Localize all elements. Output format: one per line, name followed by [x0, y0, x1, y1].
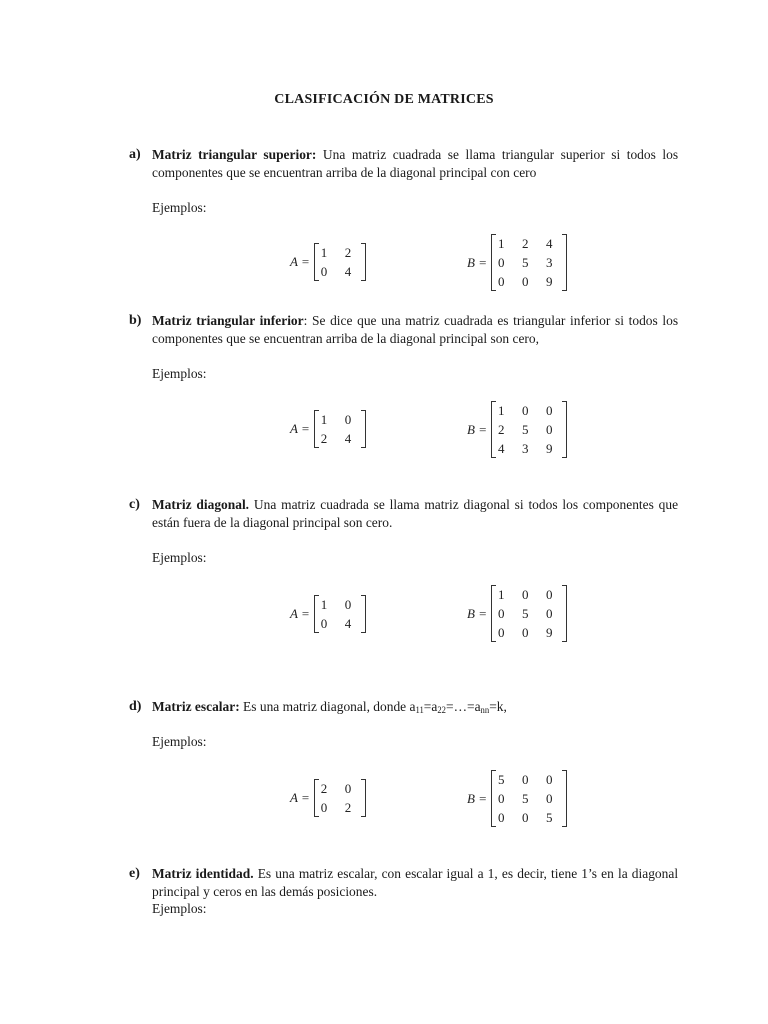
subscript: nn: [480, 705, 490, 715]
ejemplos-label: Ejemplos:: [152, 551, 207, 566]
matrix-cell: 4: [344, 431, 352, 446]
matrix-cell: 9: [545, 274, 553, 289]
matrix-cell: 1: [320, 597, 328, 612]
matrix-b: [467, 234, 567, 291]
matrix-cell: 0: [545, 791, 553, 806]
matrix-cell: 2: [344, 800, 352, 815]
subscript: 22: [437, 705, 446, 715]
section-letter: e): [129, 866, 140, 881]
matrix-cell: 5: [521, 422, 529, 437]
matrix-cell: 5: [545, 810, 553, 825]
matrix-cell: 4: [497, 441, 505, 456]
matrix-cell: 0: [497, 810, 505, 825]
matrix-name: B =: [467, 790, 487, 806]
matrix-cell: 5: [521, 606, 529, 621]
ejemplos-label: Ejemplos:: [152, 735, 207, 750]
matrix-cell: 4: [344, 616, 352, 631]
matrix-name: A =: [290, 254, 310, 269]
section-text: Una matriz cuadrada se llama matriz diagonal si todos los componentes que están fuera de la diagonal principal son cero.: [152, 498, 679, 531]
matrix-cell: 2: [497, 422, 505, 437]
section-paragraph: [152, 147, 678, 182]
matrix-cell: 0: [521, 274, 529, 289]
matrix-a: [290, 595, 366, 633]
section-text: =a: [423, 700, 438, 715]
matrix-cell: 0: [545, 587, 553, 602]
section-text: =…=a: [445, 700, 481, 715]
section-term: Matriz triangular inferior: [152, 314, 304, 329]
matrix-name: A =: [290, 421, 310, 436]
section-paragraph: [152, 699, 678, 720]
matrix-cell: 0: [545, 422, 553, 437]
matrix-cell: 0: [545, 403, 553, 418]
matrix-b: [467, 770, 567, 827]
section-letter: a): [129, 147, 141, 162]
matrix-cell: 5: [497, 772, 505, 787]
matrix-body: [491, 770, 567, 827]
section-text: =k,: [489, 700, 507, 715]
matrix-cell: 0: [521, 810, 529, 825]
matrix-cell: 9: [545, 441, 553, 456]
matrix-cell: 2: [320, 431, 328, 446]
matrix-cell: 0: [497, 606, 505, 621]
matrix-cell: 0: [521, 772, 529, 787]
ejemplos-label: Ejemplos:: [152, 367, 207, 382]
matrix-a: [290, 243, 366, 281]
section-text: Es una matriz escalar, con escalar igual a 1, es decir, tiene 1’s en la diagonal principal y ceros en las demás posiciones.: [152, 867, 679, 900]
matrix-cell: 3: [545, 255, 553, 270]
matrix-a: [290, 410, 366, 448]
section-term: Matriz triangular superior:: [152, 148, 317, 163]
matrix-cell: 4: [545, 236, 553, 251]
matrix-cell: 1: [497, 587, 505, 602]
matrix-name: A =: [290, 606, 310, 621]
matrix-body: [491, 585, 567, 642]
section-term: Matriz diagonal.: [152, 498, 250, 513]
matrix-cell: 3: [521, 441, 529, 456]
matrix-name: A =: [290, 790, 310, 805]
section-letter: c): [129, 497, 140, 512]
section-text: : Se dice que una matriz cuadrada es triangular inferior si todos los componentes que se encuentran arriba de la diagonal principal son cero,: [152, 314, 679, 347]
matrix-b: [467, 585, 567, 642]
matrix-a: [290, 779, 366, 817]
section-letter: b): [129, 313, 142, 328]
section-paragraph: [152, 313, 678, 348]
section-letter: d): [129, 699, 142, 714]
section-paragraph: [152, 497, 678, 532]
matrix-name: B =: [467, 605, 487, 621]
matrix-cell: 5: [521, 255, 529, 270]
subscript: 11: [415, 705, 424, 715]
matrix-cell: 0: [521, 403, 529, 418]
matrix-cell: 0: [320, 800, 328, 815]
matrix-cell: 0: [344, 412, 352, 427]
matrix-body: [491, 234, 567, 291]
matrix-body: [314, 595, 366, 633]
matrix-cell: 1: [320, 245, 328, 260]
matrix-body: [491, 401, 567, 458]
matrix-cell: 0: [320, 616, 328, 631]
matrix-name: B =: [467, 421, 487, 437]
section-term: Matriz identidad.: [152, 867, 254, 882]
matrix-b: [467, 401, 567, 458]
matrix-cell: 2: [344, 245, 352, 260]
matrix-cell: 0: [320, 264, 328, 279]
matrix-cell: 0: [497, 274, 505, 289]
matrix-cell: 0: [344, 781, 352, 796]
matrix-cell: 0: [545, 606, 553, 621]
section-term: Matriz escalar:: [152, 700, 240, 715]
matrix-name: B =: [467, 254, 487, 270]
matrix-cell: 1: [497, 236, 505, 251]
matrix-cell: 1: [320, 412, 328, 427]
matrix-cell: 0: [344, 597, 352, 612]
section-text: Una matriz cuadrada se llama triangular superior si todos los componentes que se encuentran arriba de la diagonal principal con cero: [152, 148, 679, 181]
ejemplos-label: Ejemplos:: [152, 201, 207, 216]
matrix-cell: 1: [497, 403, 505, 418]
matrix-cell: 2: [320, 781, 328, 796]
matrix-cell: 5: [521, 791, 529, 806]
matrix-cell: 0: [497, 625, 505, 640]
matrix-cell: 2: [521, 236, 529, 251]
matrix-body: [314, 410, 366, 448]
page-title: CLASIFICACIÓN DE MATRICES: [274, 92, 494, 107]
matrix-cell: 0: [497, 791, 505, 806]
matrix-cell: 0: [521, 587, 529, 602]
section-text: Es una matriz diagonal, donde a: [239, 700, 416, 715]
section-paragraph: [152, 866, 678, 901]
matrix-cell: 4: [344, 264, 352, 279]
matrix-body: [314, 243, 366, 281]
matrix-cell: 0: [545, 772, 553, 787]
matrix-cell: 0: [497, 255, 505, 270]
matrix-cell: 9: [545, 625, 553, 640]
matrix-cell: 0: [521, 625, 529, 640]
matrix-body: [314, 779, 366, 817]
ejemplos-label: Ejemplos:: [152, 902, 207, 917]
